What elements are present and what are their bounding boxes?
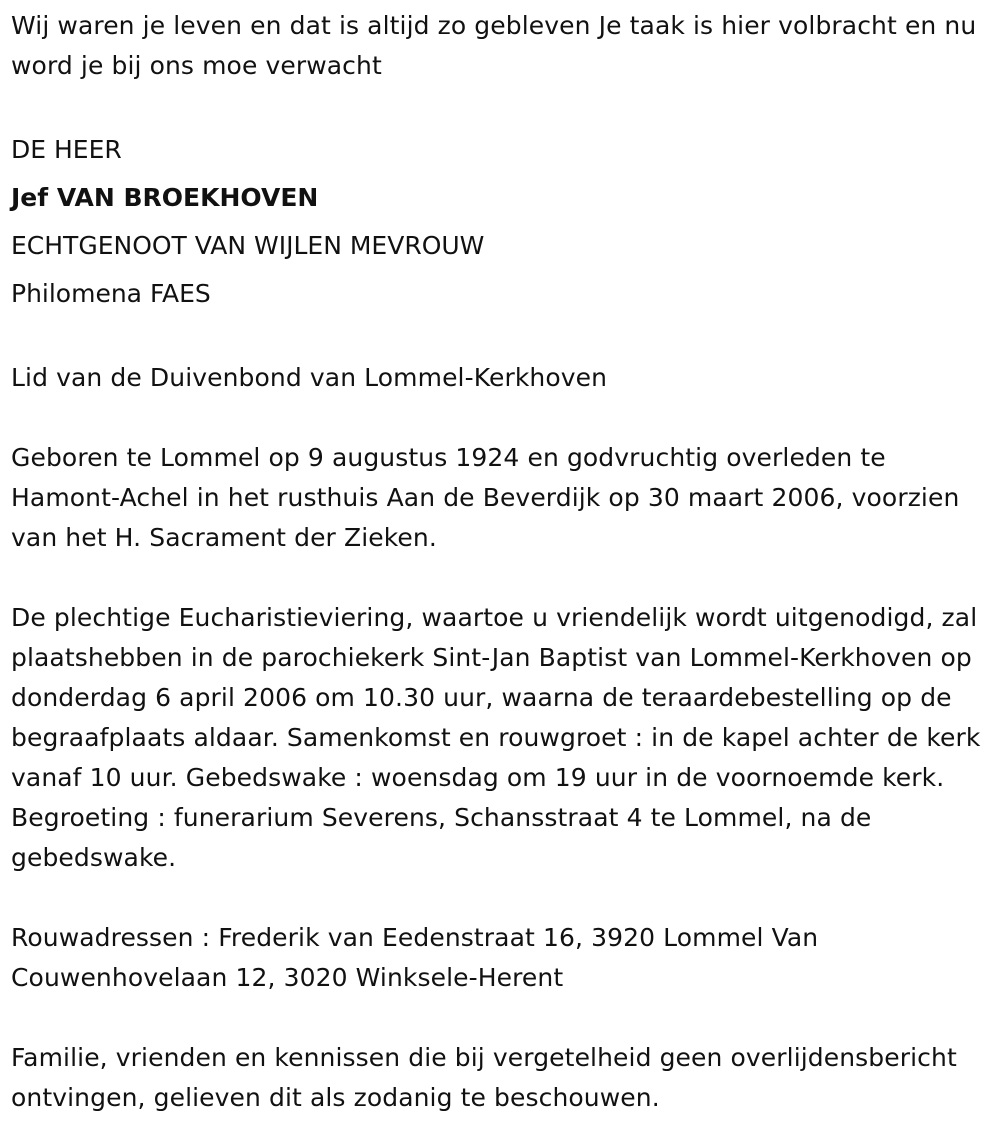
addresses-text: Rouwadressen : Frederik van Eedenstraat 16, 3920 Lommel Van Couwenhovelaan 12, 3020 Winksele-Herent [11,923,819,992]
deceased-name: Jef VAN BROEKHOVEN [11,183,319,212]
motto-text: Wij waren je leven en dat is altijd zo gebleven Je taak is hier volbracht en nu word je bij ons moe verwacht [11,11,977,80]
heading-block [11,126,995,318]
relation-text: ECHTGENOOT VAN WIJLEN MEVROUW [11,231,485,260]
membership-text: Lid van de Duivenbond van Lommel-Kerkhoven [11,363,608,392]
birth-death-text: Geboren te Lommel op 9 augustus 1924 en godvruchtig overleden te Hamont-Achel in het rusthuis Aan de Beverdijk op 30 maart 2006, voorzien van het H. Sacrament der Zieken. [11,443,960,552]
ceremony-text: De plechtige Eucharistieviering, waartoe u vriendelijk wordt uitgenodigd, zal plaatshebben in de parochiekerk Sint-Jan Baptist van Lommel-Kerkhoven op donderdag 6 april 2006 om 10.30 uur, waarna de teraardebestelling op de begraafplaats aldaar. Samenkomst en rouwgroet : in de kapel achter de kerk vanaf 10 uur. Gebedswake : woensdag om 19 uur in de voornoemde kerk. Begroeting : funerarium Severens, Schansstraat 4 te Lommel, na de gebedswake. [11,603,981,872]
closing-text: Familie, vrienden en kennissen die bij vergetelheid geen overlijdensbericht ontvingen, gelieven dit als zodanig te beschouwen. [11,1043,957,1112]
spouse-name: Philomena FAES [11,279,211,308]
obituary-document [11,0,995,1118]
title-text: DE HEER [11,135,122,164]
